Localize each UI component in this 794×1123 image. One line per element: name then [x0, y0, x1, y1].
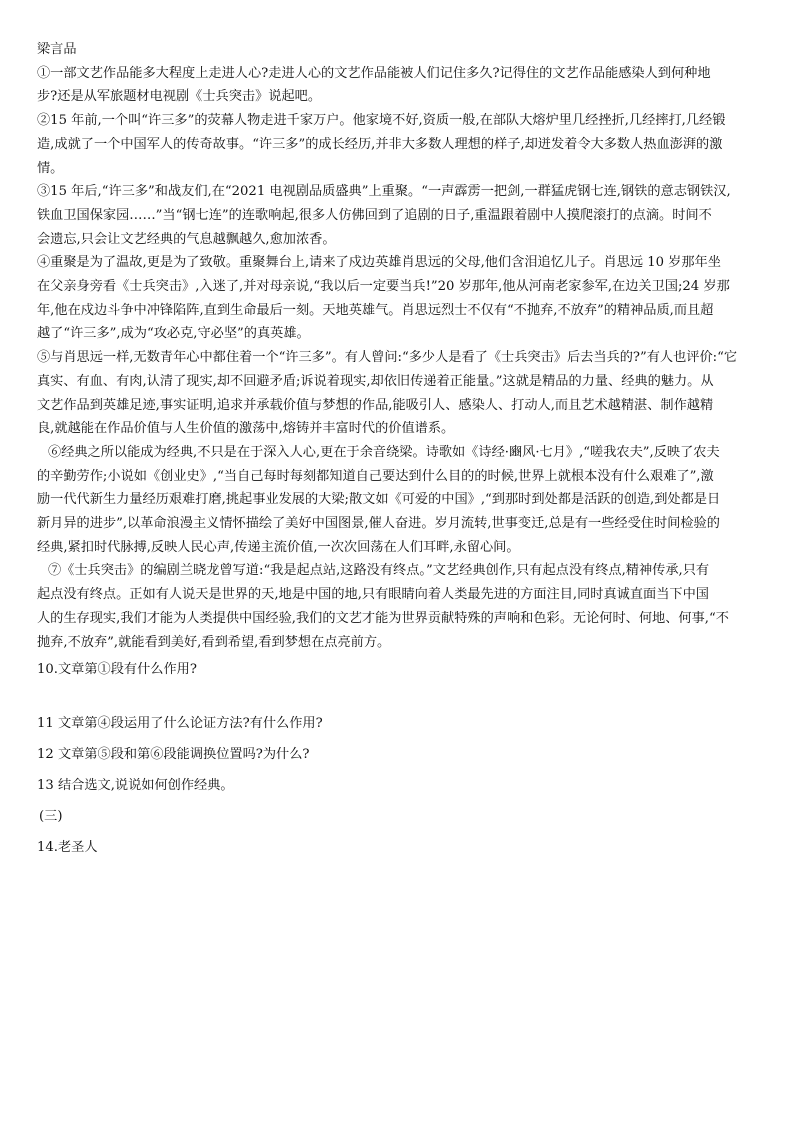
- text-line: ①一部文艺作品能多大程度上走进人心?走进人心的文艺作品能被人们记住多久?记得住的文艺作品能感染人到何种地: [37, 65, 711, 81]
- text-line: ⑥经典之所以能成为经典,不只是在于深入人心,更在于余音绕梁。诗歌如《诗经·豳风·七月》,“嗟我农夫”,反映了农夫: [48, 444, 720, 460]
- section-label: (三): [39, 809, 63, 825]
- text-line: 抛弃,不放弃”,就能看到美好,看到希望,看到梦想在点亮前方。: [37, 634, 391, 650]
- next-question-title: 14.老圣人: [37, 840, 98, 856]
- text-line: ③15 年后,“许三多”和战友们,在“2021 电视剧品质盛典”上重聚。“一声霹雳一把剑,一群猛虎钢七连,钢铁的意志钢铁汉,: [37, 184, 731, 200]
- paragraph-4: [37, 251, 762, 346]
- question-11: 11 文章第④段运用了什么论证方法?有什么作用?: [37, 716, 323, 732]
- paragraph-1: [37, 62, 762, 109]
- text-line: 文艺作品到英雄足迹,事实证明,追求并承载价值与梦想的作品,能吸引人、感染人、打动人,而且艺术越精湛、制作越精: [37, 397, 714, 413]
- text-line: 会遗忘,只会让文艺经典的气息越飘越久,愈加浓香。: [37, 231, 336, 247]
- text-line: ⑤与肖思远一样,无数青年心中都住着一个“许三多”。有人曾问:“多少人是看了《士兵突击》后去当兵的?”有人也评价:“它: [37, 350, 738, 366]
- text-line: 经典,紧扣时代脉搏,反映人民心声,传递主流价值,一次次回荡在人们耳畔,永留心间。: [37, 539, 520, 555]
- text-line: 造,成就了一个中国军人的传奇故事。“许三多”的成长经历,并非大多数人理想的样子,却迸发着令大多数人热血澎湃的激: [37, 136, 723, 152]
- paragraph-7: [37, 559, 762, 654]
- question-10: 10.文章第①段有什么作用?: [37, 662, 197, 678]
- text-line: 良,就越能在作品价值与人生价值的激荡中,熔铸并丰富时代的价值谱系。: [37, 421, 455, 437]
- text-line: ⑦《士兵突击》的编剧兰晓龙曾写道:“我是起点站,这路没有终点。”文艺经典创作,只有起点没有终点,精神传承,只有: [48, 563, 710, 579]
- text-line: ④重聚是为了温故,更是为了致敬。重聚舞台上,请来了戍边英雄肖思远的父母,他们含泪追忆儿子。肖思远 10 岁那年坐: [37, 255, 721, 271]
- paragraph-5: [37, 346, 762, 441]
- author-name: 梁言品: [37, 42, 77, 57]
- text-line: 真实、有血、有肉,认清了现实,却不回避矛盾;诉说着现实,却依旧传递着正能量。”这就是精品的力量、经典的魅力。从: [37, 373, 714, 389]
- text-line: 起点没有终点。正如有人说天是世界的天,地是中国的地,只有眼睛向着人类最先进的方面注目,同时真诚直面当下中国: [37, 587, 709, 603]
- paragraph-2: [37, 109, 762, 180]
- question-12: 12 文章第⑤段和第⑥段能调换位置吗?为什么?: [37, 747, 310, 763]
- text-line: 步?还是从军旅题材电视剧《士兵突击》说起吧。: [37, 89, 322, 105]
- text-line: 的辛勤劳作;小说如《创业史》,“当自己每时每刻都知道自己要达到什么目的的时候,世界上就根本没有什么艰难了”,激: [37, 468, 714, 484]
- paragraph-3: [37, 180, 762, 251]
- text-line: 人的生存现实,我们才能为人类提供中国经验,我们的文艺才能为世界贡献特殊的声响和色彩。无论何时、何地、何事,“不: [37, 610, 729, 626]
- text-line: 新月异的进步”,以革命浪漫主义情怀描绘了美好中国图景,催人奋进。岁月流转,世事变迁,总是有一些经受住时间检验的: [37, 516, 720, 532]
- text-line: 情。: [37, 160, 64, 176]
- text-line: ②15 年前,一个叫“许三多”的荧幕人物走进千家万户。他家境不好,资质一般,在部队大熔炉里几经挫折,几经摔打,几经锻: [37, 113, 726, 129]
- text-line: 铁血卫国保家园……”当“钢七连”的连歌响起,很多人仿佛回到了追剧的日子,重温跟着剧中人摸爬滚打的点滴。时间不: [37, 207, 712, 223]
- paragraph-6: [37, 441, 762, 560]
- text-line: 越了“许三多”,成为“攻必克,守必坚”的真英雄。: [37, 326, 310, 342]
- answer-space: [37, 685, 762, 708]
- question-13: 13 结合选文,说说如何创作经典。: [37, 778, 234, 794]
- text-line: 励一代代新生力量经历艰难打磨,挑起事业发展的大梁;散文如《可爱的中国》,“到那时到处都是活跃的创造,到处都是日: [37, 492, 721, 508]
- document-page: [37, 38, 762, 863]
- text-line: 年,他在戍边斗争中冲锋陷阵,直到生命最后一刻。天地英雄气。肖思远烈士不仅有“不抛弃,不放弃”的精神品质,而且超: [37, 302, 714, 318]
- text-line: 在父亲身旁看《士兵突击》,入迷了,并对母亲说,“我以后一定要当兵!”20 岁那年,他从河南老家参军,在边关卫国;24 岁那: [37, 279, 730, 295]
